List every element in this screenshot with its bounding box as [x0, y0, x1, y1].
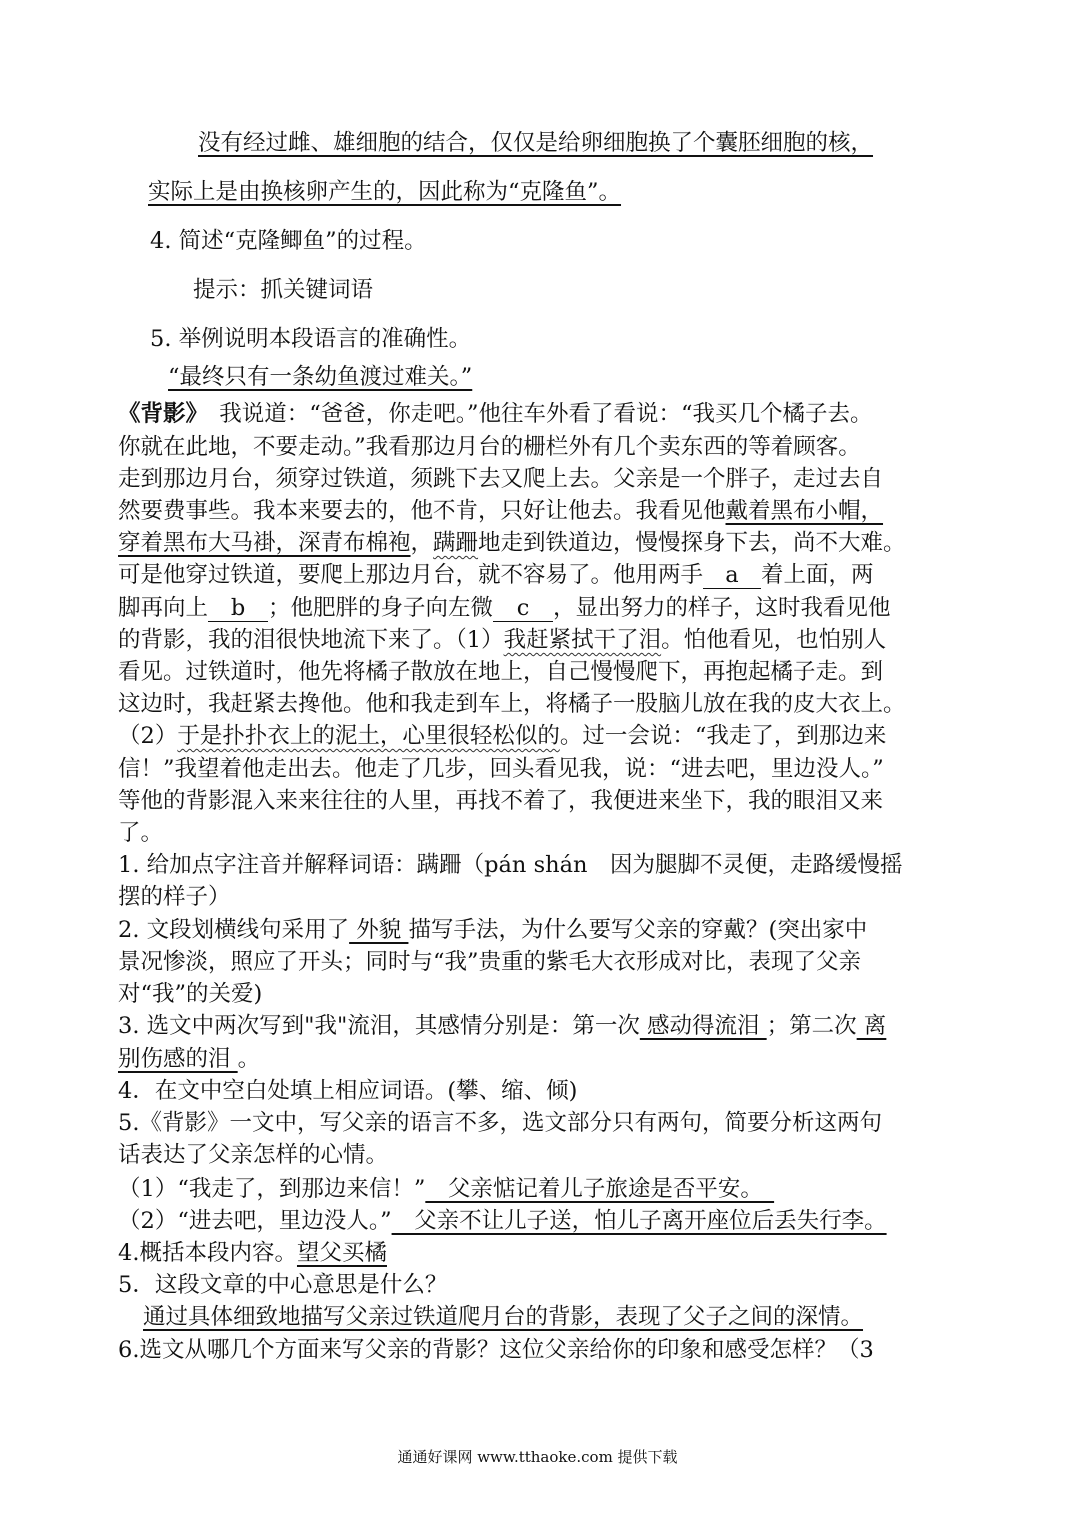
question-5-sub-1 [118, 1178, 774, 1201]
passage-title: 《背影》 [118, 401, 197, 427]
passage-text: 脚再向上 [118, 595, 209, 621]
answer-main-idea: 通过具体细致地描写父亲过铁道爬月台的背影，表现了父子之间的深情。 [143, 1304, 864, 1330]
question-text: 。 [237, 1046, 261, 1072]
passage-line-10: 这边时，我赶紧去搀他。他和我走到车上，将橘子一股脑儿放在我的皮大衣上。 [118, 691, 906, 717]
question-text: （2）“进去吧，里边没人。” [118, 1208, 392, 1234]
passage-line-5 [118, 532, 906, 555]
answer-sub-2: 父亲不让儿子送，怕儿子离开座位后丢失行李。 [391, 1208, 887, 1234]
question-4-fill: 4．在文中空白处填上相应词语。(攀、缩、倾) [118, 1078, 578, 1104]
answer-line-1: 没有经过雌、雄细胞的结合，仅仅是给卵细胞换了个囊胚细胞的核， [198, 130, 874, 156]
passage-text: 可是他穿过铁道，要爬上那边月台，就不容易了。他用两手 [118, 562, 704, 588]
question-2-line-2: 景况惨淡，照应了开头；同时与“我”贵重的紫毛大衣形成对比，表现了父亲 [118, 949, 862, 975]
answer-summary: 望父买橘 [296, 1240, 387, 1266]
wavy-sentence-2: 于是扑扑衣上的泥土，心里很轻松似的 [177, 723, 560, 749]
question-2-line-1 [118, 919, 867, 942]
page-footer: 通通好课网 www.tthaoke.com 提供下载 [397, 1448, 678, 1466]
question-text: ；第二次 [766, 1013, 857, 1039]
passage-line-3: 走到那边月台，须穿过铁道，须跳下去又爬上去。父亲是一个胖子，走过去自 [118, 466, 884, 492]
passage-line-13: 等他的背影混入来来往往的人里，再找不着了，我便进来坐下，我的眼泪又来 [118, 788, 884, 814]
hint-text: 提示：抓关键词语 [193, 277, 374, 303]
answer-second-tears: 离 [856, 1013, 887, 1039]
question-3-line-2 [118, 1048, 260, 1071]
passage-line-2: 你就在此地，不要走动。”我看那边月台的栅栏外有几个卖东西的等着顾客。 [118, 434, 861, 460]
question-text: 2. 文段划横线句采用了 [118, 917, 350, 943]
passage-line-1 [118, 403, 873, 426]
question-6: 6.选文从哪几个方面来写父亲的背影？这位父亲给你的印象和感受怎样？（3 [118, 1337, 874, 1363]
blank-b: b [208, 597, 268, 622]
passage-line-8 [118, 629, 886, 652]
passage-text: 。过一会说：“我走了，到那边来 [559, 723, 887, 749]
wavy-sentence-1: 我赶紧拭干了泪 [503, 627, 662, 653]
blank-a: a [703, 564, 761, 589]
passage-line-12: 信！”我望着他走出去。他走了几步，回头看见我，说：“进去吧，里边没人。” [118, 756, 884, 782]
underlined-sentence: 穿着黑布大马褂，深青布棉袍 [118, 530, 411, 556]
passage-line-9: 看见。过铁道时，他先将橘子散放在地上，自己慢慢爬下，再抱起橘子走。到 [118, 659, 884, 685]
passage-line-6 [118, 564, 874, 589]
passage-line-7 [118, 597, 891, 622]
answer-line-2: 实际上是由换核卵产生的，因此称为“克隆鱼”。 [148, 179, 622, 205]
blank-c: c [493, 597, 553, 622]
passage-text: 地走到铁道边，慢慢探身下去，尚不大难。 [478, 530, 906, 556]
passage-text: 着上面，两 [761, 562, 874, 588]
question-5-line-1: 5.《背影》一文中，写父亲的语言不多，选文部分只有两句，简要分析这两句 [118, 1110, 882, 1136]
question-summary [118, 1242, 387, 1265]
passage-text: 然要费事些。我本来要去的，他不肯，只好让他去。我看见他 [118, 498, 726, 524]
passage-text: 我说道：“爸爸，你走吧。”他往车外看了看说：“我买几个橘子去。 [196, 401, 873, 427]
question-5-accuracy: 5. 举例说明本段语言的准确性。 [150, 326, 472, 352]
question-5-answer: “最终只有一条幼鱼渡过难关。” [168, 364, 473, 390]
passage-text: 的背影，我的泪很快地流下来了。（1） [118, 627, 504, 653]
answer-appearance: 外貌 [349, 917, 409, 943]
question-text: （1）“我走了，到那边来信！” [118, 1176, 426, 1202]
answer-first-tears: 感动得流泪 [639, 1013, 767, 1039]
answer-sub-1: 父亲惦记着儿子旅途是否平安。 [425, 1176, 775, 1202]
question-2-line-3: 对“我”的关爱) [118, 981, 263, 1007]
passage-text: 。怕他看见，也怕别人 [661, 627, 887, 653]
question-text: 描写手法，为什么要写父亲的穿戴？(突出家中 [408, 917, 868, 943]
question-text: 4.概括本段内容。 [118, 1240, 297, 1266]
passage-text: ；他肥胖的身子向左微 [268, 595, 494, 621]
question-text: 3. 选文中两次写到"我"流泪，其感情分别是：第一次 [118, 1013, 640, 1039]
question-3-line-1 [118, 1015, 886, 1038]
passage-text: ，显出努力的样子，这时我看见他 [553, 595, 891, 621]
answer-second-tears: 别伤感的泪 [118, 1046, 238, 1072]
passage-text: ， [410, 530, 434, 556]
question-5-line-2: 话表达了父亲怎样的心情。 [118, 1142, 389, 1168]
passage-line-14: 了。 [118, 820, 164, 846]
question-4-clone: 4. 简述“克隆鲫鱼”的过程。 [150, 228, 427, 254]
question-5-sub-2 [118, 1210, 887, 1233]
underlined-sentence: 戴着黑布小帽， [725, 498, 884, 524]
passage-text: （2） [118, 723, 178, 749]
dotted-word: 蹒跚 [433, 530, 479, 556]
passage-line-11 [118, 725, 886, 748]
question-1-line-1: 1. 给加点字注音并解释词语：蹒跚（pán shán 因为腿脚不灵便，走路缓慢摇 [118, 852, 903, 878]
question-main-idea: 5．这段文章的中心意思是什么？ [118, 1272, 448, 1298]
passage-line-4 [118, 500, 883, 523]
question-1-line-2: 摆的样子） [118, 884, 231, 910]
